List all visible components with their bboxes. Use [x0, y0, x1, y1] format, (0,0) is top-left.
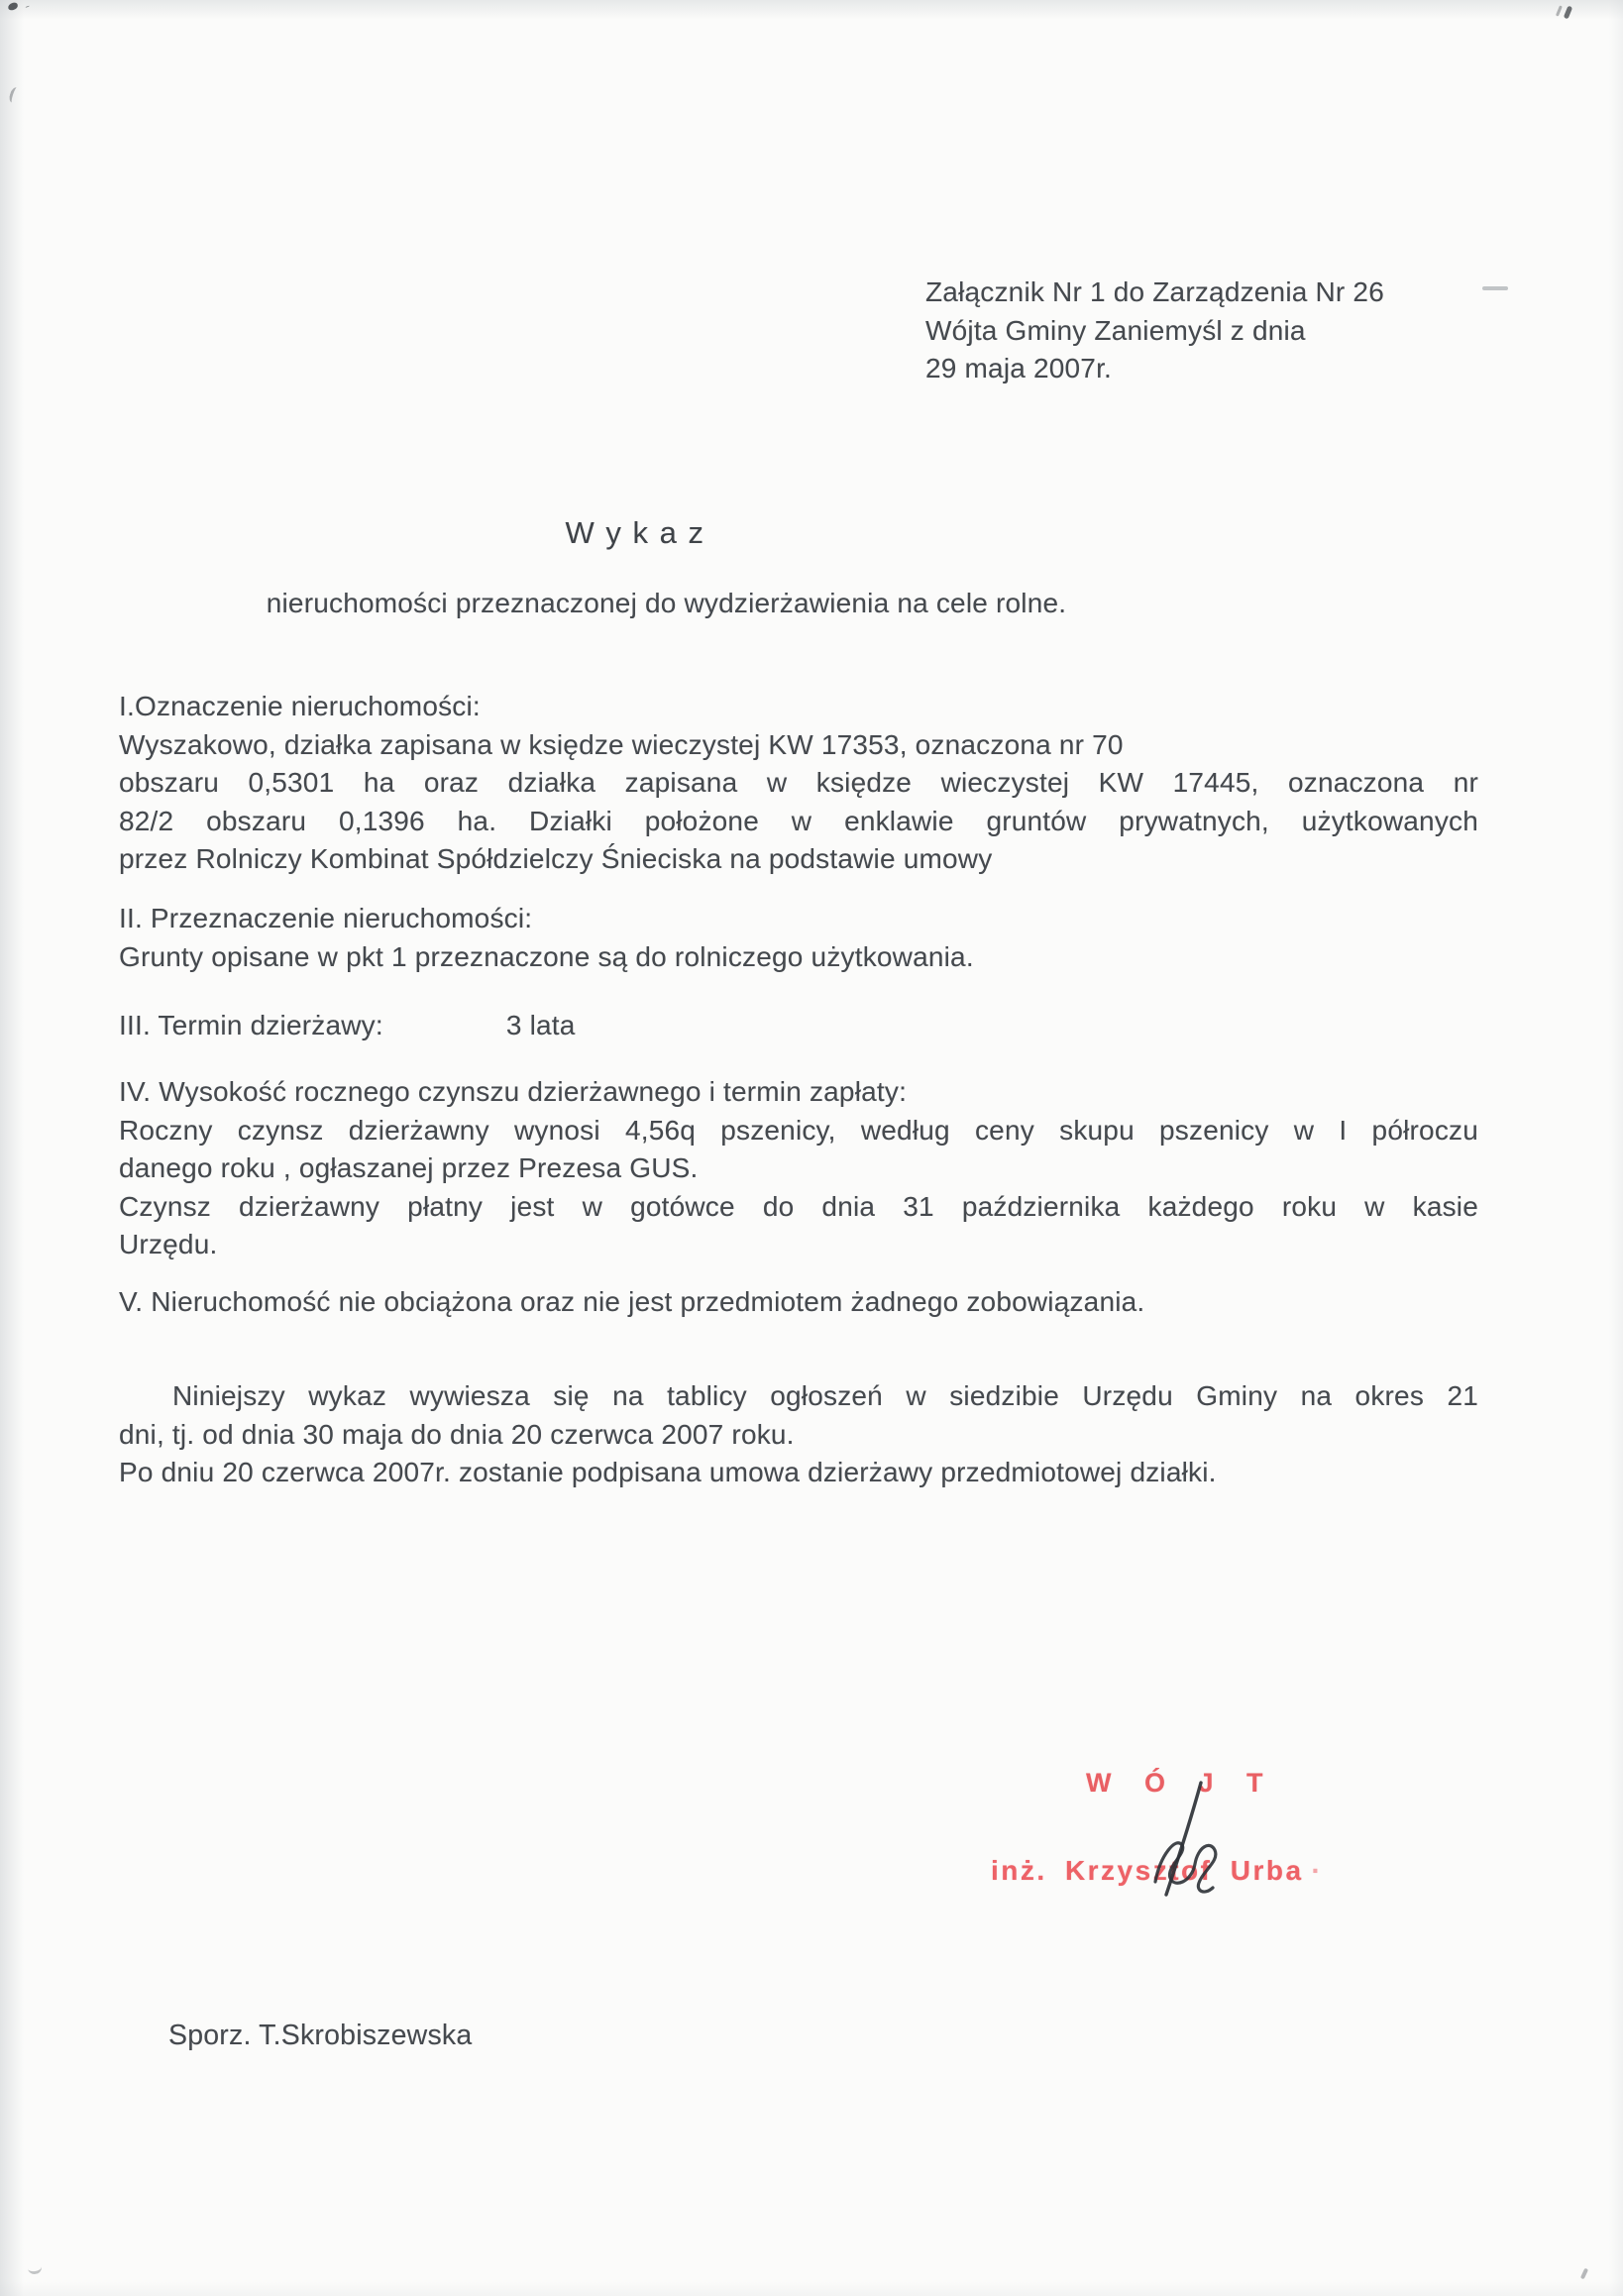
document-subtitle: nieruchomości przeznaczonej do wydzierżawienia na cele rolne. [266, 588, 1067, 618]
text-line: obszaru 0,5301 ha oraz działka zapisana w księdze wieczystej KW 17445, oznaczona nr [119, 767, 1478, 799]
section-heading: IV. Wysokość rocznego czynszu dzierżawnego i termin zapłaty: [119, 1076, 908, 1107]
prepared-by: Sporz. T.Skrobiszewska [168, 2020, 473, 2051]
mayor-name-faded-suffix: · [1311, 1855, 1324, 1886]
text-line: Wyszakowo, działka zapisana w księdze wieczystej KW 17353, oznaczona nr 70 [119, 728, 1124, 760]
text-line: Czynsz dzierżawny płatny jest w gotówce do dnia 31 października każdego roku w kasie [119, 1190, 1478, 1222]
mayor-stamp-title: W Ó J T [1086, 1768, 1276, 1798]
text-line: danego roku , ogłaszanej przez Prezesa GUS. [119, 1152, 699, 1184]
scan-artifact-bottom-right-tick [1580, 2268, 1588, 2280]
text-line [119, 1007, 1478, 1045]
lease-term-value: 3 lata [505, 1010, 576, 1040]
section-heading: I.Oznaczenie nieruchomości: [119, 691, 481, 721]
scan-artifact-top-right-tick [1564, 6, 1573, 20]
scan-artifact-top-left-speck [7, 2, 18, 11]
text-line: Niniejszy wykaz wywiesza się na tablicy ogłoszeń w siedzibie Urzędu Gminy na okres 21 [172, 1380, 1478, 1411]
text-line: Urzędu. [119, 1229, 218, 1260]
section-designation [119, 688, 1478, 879]
scan-artifact-bottom-left-mark [27, 2260, 43, 2275]
section-rent [119, 1073, 1478, 1264]
text-line: Grunty opisane w pkt 1 przeznaczone są do rolniczego użytkowania. [119, 940, 974, 972]
text-line: Roczny czynsz dzierżawny wynosi 4,56q pszenicy, według ceny skupu pszenicy w I półroczu [119, 1114, 1478, 1146]
section-lease-term [119, 1007, 1478, 1045]
document-title: W y k a z [565, 515, 705, 550]
scan-artifact-left-tick [8, 86, 22, 104]
text-line: dni, tj. od dnia 30 maja do dnia 20 czerwca 2007 roku. [119, 1418, 795, 1450]
scan-artifact-header-dash [1482, 286, 1508, 290]
handwritten-signature [1136, 1780, 1254, 1904]
section-purpose [119, 900, 1478, 976]
document-reference-block [925, 273, 1384, 388]
section-encumbrance [119, 1283, 1478, 1322]
text-line: V. Nieruchomość nie obciążona oraz nie jest przedmiotem żadnego zobowiązania. [119, 1286, 1145, 1317]
section-heading: II. Przeznaczenie nieruchomości: [119, 903, 533, 933]
reference-line: Wójta Gminy Zaniemyśl z dnia [925, 314, 1306, 346]
closing-paragraph [119, 1377, 1478, 1492]
text-line: 82/2 obszaru 0,1396 ha. Działki położone w enklawie gruntów prywatnych, użytkowanych [119, 805, 1478, 836]
lease-term-label: III. Termin dzierżawy: [119, 1010, 383, 1040]
text-line: przez Rolniczy Kombinat Spółdzielczy Śnieciska na podstawie umowy [119, 843, 993, 875]
text-line: Po dniu 20 czerwca 2007r. zostanie podpisana umowa dzierżawy przedmiotowej działki. [119, 1457, 1217, 1488]
reference-line: Załącznik Nr 1 do Zarządzenia Nr 26 [925, 276, 1384, 307]
reference-line: 29 maja 2007r. [925, 353, 1113, 384]
mayor-name-text: inż. Krzysztof Urba [991, 1855, 1304, 1886]
